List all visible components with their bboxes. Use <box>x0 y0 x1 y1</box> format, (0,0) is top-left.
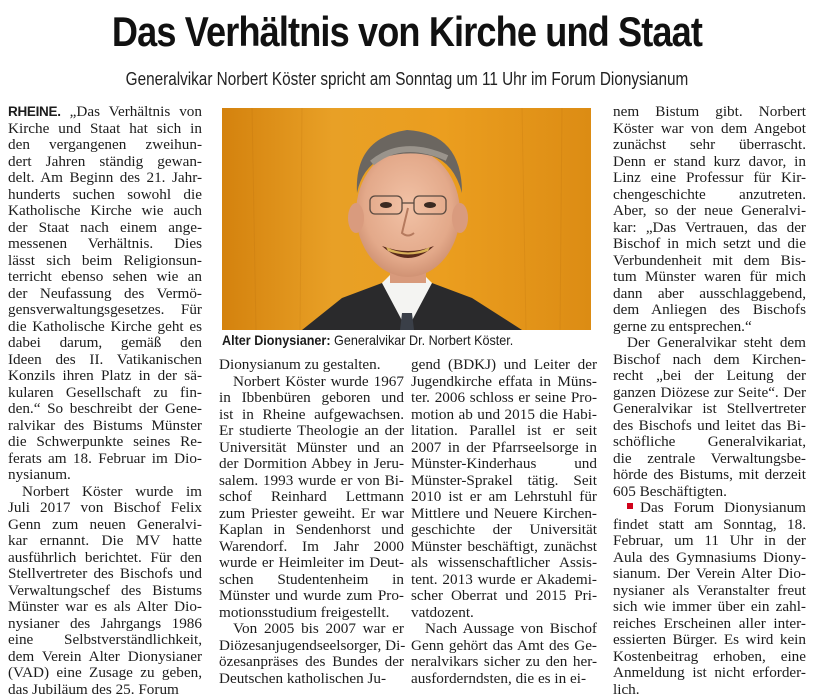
text-line: Verbundenheit mit dem Bis- <box>613 251 806 269</box>
text-line: Das Forum Dionysianum <box>613 500 806 517</box>
text-line: dert Jahren ständig gewan- <box>8 152 202 170</box>
text-line: Ideen des II. Vatikanischen <box>8 350 202 368</box>
article-column-4 <box>613 104 806 698</box>
text-line: Norbert Köster wurde 1967 <box>233 372 404 390</box>
text-line: zum Priester geweiht. Er war <box>219 504 404 522</box>
text-line: Diözesanjugendseelsorger, Di- <box>219 636 406 654</box>
text-line: das Jubiläum des 25. Forum <box>8 680 179 698</box>
text-line: schen Studentenheim in <box>219 570 404 588</box>
text-line: Stellvertreter des Bischofs und <box>8 565 202 582</box>
text-line: ralvikar des Bistums Münster <box>8 416 202 434</box>
text-line: motion ab und 2015 die Habi- <box>411 405 597 423</box>
text-line: dem Anliegen des Bischofs <box>613 301 806 318</box>
text-line: der Neufassung des Vermö- <box>8 284 202 302</box>
text-line: 605 Beschäftigten. <box>613 482 727 500</box>
text-line: Februar, um 11 Uhr in der <box>613 532 806 549</box>
text-line: Universität Münster und an <box>219 438 404 456</box>
text-line: Kirche und Staat hat sich in <box>8 119 202 137</box>
text-line: Der Generalvikar steht dem <box>627 334 806 351</box>
text-line: nysianum. <box>8 466 71 483</box>
text-line: tum Münster waren für mich <box>613 268 806 285</box>
text-line: Er studierte Theologie an der <box>219 422 404 439</box>
text-line: 2010 ist er am Lehrstuhl für <box>411 488 597 505</box>
text-line: ter. 2006 schloss er seine Pro- <box>411 389 597 406</box>
text-line: dabei darum, gemäß den <box>8 334 202 351</box>
article-column-1 <box>8 104 202 698</box>
text-line: Bischof nach dem Kirchen- <box>613 350 806 368</box>
text-line: kar ernannt. Die MV hatte <box>8 532 202 549</box>
text-line: Dionysianum zu gestalten. <box>219 356 381 373</box>
text-line: Linz eine Professur für Kir- <box>613 169 806 186</box>
text-line: (VAD) eine Zusage zu geben, <box>8 664 202 681</box>
text-line: Münster-Kinderhaus und <box>411 455 597 472</box>
text-line: nysianer des Jahrgangs 1986 <box>8 614 202 632</box>
text-line: Münster beschäftigt, zunächst <box>411 537 597 555</box>
text-line: die Katholische Kirche geht es <box>8 317 202 335</box>
text-line: Münster-Sprakel tätig. Seit <box>411 471 597 489</box>
text-line: schof Reinhard Lettmann <box>219 488 404 505</box>
text-line: sianum. Der Verein Alter Dio- <box>613 565 806 582</box>
text-line: reiches Erscheinen aller inter- <box>613 614 806 632</box>
text-line: Juli 2017 von Bischof Felix <box>8 499 202 516</box>
text-line: terricht ebenso sehen wie an <box>8 268 202 285</box>
text-line: litation. Parallel ist er seit <box>411 422 597 439</box>
photo-caption <box>222 331 564 349</box>
text-line: messenen Verhältnis. Dies <box>8 235 202 252</box>
text-line: tent. 2013 wurde er Akademi- <box>411 570 597 588</box>
text-line: in Ibbenbüren geboren und <box>219 389 404 406</box>
text-line: Kostenbeitrag erhoben, eine <box>613 647 806 665</box>
text-line: geschichte der Universität <box>411 521 597 538</box>
text-line: ist in Rheine aufgewachsen. <box>219 405 404 423</box>
text-line: des Bischofs und leitet das Bi- <box>613 416 806 434</box>
text-line: die Schwerpunkte seines Re- <box>8 433 202 450</box>
text-line: hörde des Bistums, mit derzeit <box>613 466 806 483</box>
text-line: Genn gehört das Amt des Ge- <box>411 636 597 654</box>
text-line: den.“ So beschreibt der Gene- <box>8 400 202 417</box>
text-line: gend (BDKJ) und Leiter der <box>411 356 597 373</box>
text-line: Generalvikar ist Stellvertreter <box>613 400 806 417</box>
article-column-2 <box>219 357 404 687</box>
text-line: salem. 1993 wurde er von Bi- <box>219 471 404 489</box>
text-line: Genn zum neuen Generalvi- <box>8 515 202 533</box>
dateline: RHEINE. <box>8 104 61 119</box>
text-line: 2007 in der Pfarrseelsorge in <box>411 438 597 456</box>
text-line: hunderts suchen sowohl die <box>8 185 202 203</box>
text-line: chengeschichte anzutreten. <box>613 185 806 203</box>
text-line: Münster und wurde zum Pro- <box>219 587 404 604</box>
text-line: neralvikars sicher zu den her- <box>411 653 597 670</box>
text-line: nysianer als Veranstalter freut <box>613 581 806 599</box>
portrait-photo <box>222 108 591 330</box>
text-line: RHEINE. „Das Verhältnis von <box>8 103 202 120</box>
caption-label: Alter Dionysianer: <box>222 332 331 348</box>
text-line: lich. <box>613 680 640 698</box>
text-line: schöfliche Generalvikariat, <box>613 433 806 450</box>
text-line: zunächst sehr überrascht. <box>613 136 806 153</box>
text-line: Nach Aussage von Bischof <box>425 620 597 637</box>
text-line: der Dormition Abbey in Jeru- <box>219 455 404 472</box>
text-line: als wissenschaftlicher Assis- <box>411 554 597 571</box>
text-line: Warendorf. Im Jahr 2000 <box>219 537 404 555</box>
text-line: Bischof in mich setzt und die <box>613 235 806 252</box>
text-line: Köster war von dem Angebot <box>613 119 806 137</box>
text-line: Aber, so der neue Generalvi- <box>613 202 806 219</box>
text-line: dem Verein Alter Dionysianer <box>8 647 202 665</box>
text-line: ganzen Diözese zur Seite“. Der <box>613 383 806 401</box>
text-line: Norbert Köster wurde im <box>22 482 202 500</box>
text-line: delt. Am Beginn des 21. Jahr- <box>8 169 202 186</box>
text-line: sich wie immer über ein zahl- <box>613 598 806 615</box>
text-line: eine Selbstverständlichkeit, <box>8 631 202 648</box>
text-line: Anmeldung ist nicht erforder- <box>613 664 806 681</box>
portrait-image-icon <box>222 108 591 330</box>
text-line: Konzils ihren Platz in der sä- <box>8 367 202 384</box>
text-line: özesanpräses des Bundes der <box>219 653 404 670</box>
text-line: der Staat nach einem ange- <box>8 218 202 236</box>
text-line: recht „bei der Leitung der <box>613 367 806 384</box>
subheadline: Generalvikar Norbert Köster spricht am Sonntag um 11 Uhr im Forum Dionysianum <box>125 69 689 89</box>
text-line: ferats am 18. Februar im Dio- <box>8 449 202 467</box>
article-column-3 <box>411 357 597 687</box>
text-line: Kaplan in Sendenhorst und <box>219 521 404 538</box>
text-line: nem Bistum gibt. Norbert <box>613 103 806 120</box>
text-line: dann aber ausschlaggebend, <box>613 284 806 302</box>
text-line: gerne zu entsprechen.“ <box>613 317 752 335</box>
text-line: ausforderndsten, die es in ei- <box>411 669 587 687</box>
caption-text: Generalvikar Dr. Norbert Köster. <box>330 332 514 348</box>
text-line: kar: „Das Vertrauen, das der <box>613 218 806 236</box>
text-line: Deutschen katholischen Ju- <box>219 669 387 687</box>
headline: Das Verhältnis von Kirche und Staat <box>111 8 703 55</box>
text-line: Verwaltungschef des Bistums <box>8 581 202 599</box>
text-line: scher Oberrat und 2015 Pri- <box>411 587 597 604</box>
text-line: Mittlere und Neuere Kirchen- <box>411 504 597 522</box>
text-line: Jugendkirche effata in Müns- <box>411 372 597 390</box>
text-line: Münster war es als Alter Dio- <box>8 598 202 615</box>
text-line: Katholische Kirche wie auch <box>8 202 202 219</box>
text-line: wurde er Heimleiter im Deut- <box>219 554 404 571</box>
text-line: die zentrale Verwaltungsbe- <box>613 449 806 467</box>
text-line: den vergangenen zweihun- <box>8 136 202 153</box>
text-line: Denn er stand kurz davor, in <box>613 152 806 170</box>
text-line: gensverwaltungsgesetzes. Für <box>8 301 202 318</box>
text-line: Aula des Gymnasiums Diony- <box>613 548 806 566</box>
text-line: Von 2005 bis 2007 war er <box>233 620 404 637</box>
text-line: findet statt am Sonntag, 18. <box>613 515 806 533</box>
text-line: motionsstudium freigestellt. <box>219 603 390 621</box>
text-line: ausführlich berichtet. Für den <box>8 548 202 566</box>
text-line: lässt sich beim Religionsun- <box>8 251 202 269</box>
text-line: essierten Bürger. Es wird kein <box>613 631 806 648</box>
text-line: vatdozent. <box>411 603 474 621</box>
bullet-icon <box>627 503 633 509</box>
text-line: kularen Gesellschaft zu fin- <box>8 383 202 401</box>
